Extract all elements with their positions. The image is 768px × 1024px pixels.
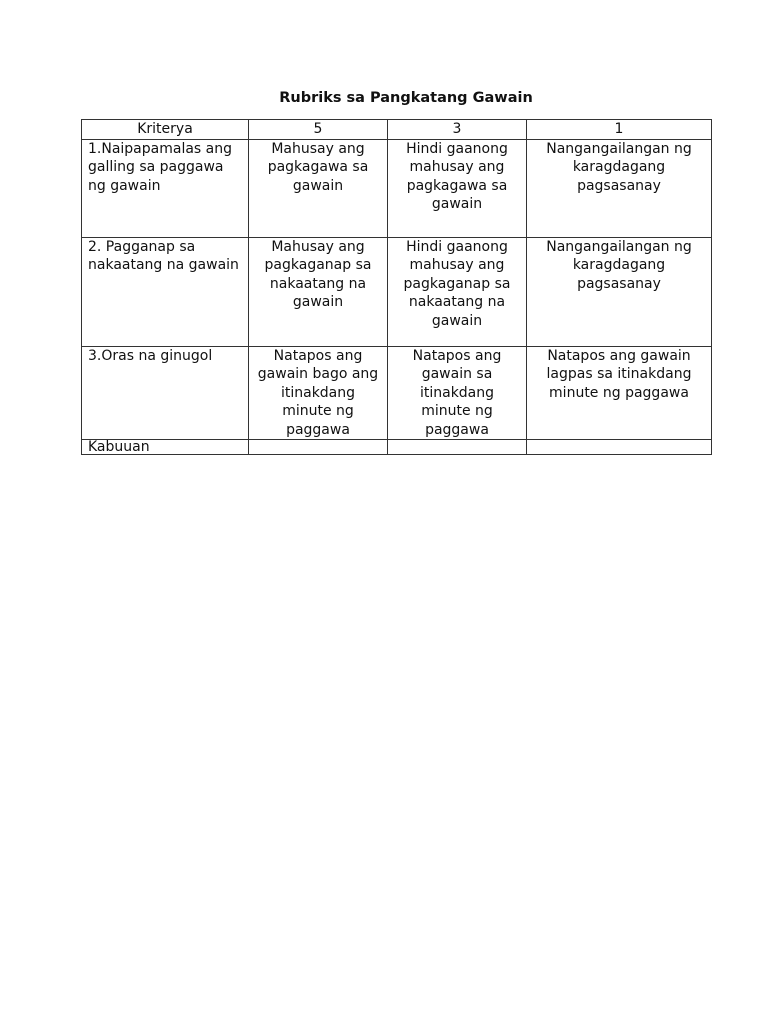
total-score-3-cell: [388, 440, 527, 455]
score-1-cell: Nangangailangan ng karagdagang pagsasanay: [527, 237, 712, 346]
score-5-cell: Mahusay ang pagkagawa sa gawain: [249, 139, 388, 237]
rubric-table: [81, 119, 712, 455]
table-row: [82, 346, 712, 440]
table-row: [82, 237, 712, 346]
score-1-cell: Natapos ang gawain lagpas sa itinakdang minute ng paggawa: [527, 346, 712, 440]
header-row: [82, 120, 712, 140]
table-row: [82, 139, 712, 237]
header-score-5: 5: [249, 120, 388, 140]
score-1-cell: Nangangailangan ng karagdagang pagsasanay: [527, 139, 712, 237]
total-label: Kabuuan: [82, 440, 249, 455]
page-title: Rubriks sa Pangkatang Gawain: [279, 90, 533, 106]
score-5-cell: Mahusay ang pagkaganap sa nakaatang na gawain: [249, 237, 388, 346]
score-5-cell: Natapos ang gawain bago ang itinakdang minute ng paggawa: [249, 346, 388, 440]
criteria-cell: 2. Pagganap sa nakaatang na gawain: [82, 237, 249, 346]
score-3-cell: Hindi gaanong mahusay ang pagkaganap sa nakaatang na gawain: [388, 237, 527, 346]
header-criteria: Kriterya: [82, 120, 249, 140]
total-score-5-cell: [249, 440, 388, 455]
header-score-3: 3: [388, 120, 527, 140]
score-3-cell: Natapos ang gawain sa itinakdang minute ng paggawa: [388, 346, 527, 440]
score-3-cell: Hindi gaanong mahusay ang pagkagawa sa gawain: [388, 139, 527, 237]
criteria-cell: 3.Oras na ginugol: [82, 346, 249, 440]
total-row: [82, 440, 712, 455]
total-score-1-cell: [527, 440, 712, 455]
header-score-1: 1: [527, 120, 712, 140]
criteria-cell: 1.Naipapamalas ang galling sa paggawa ng gawain: [82, 139, 249, 237]
